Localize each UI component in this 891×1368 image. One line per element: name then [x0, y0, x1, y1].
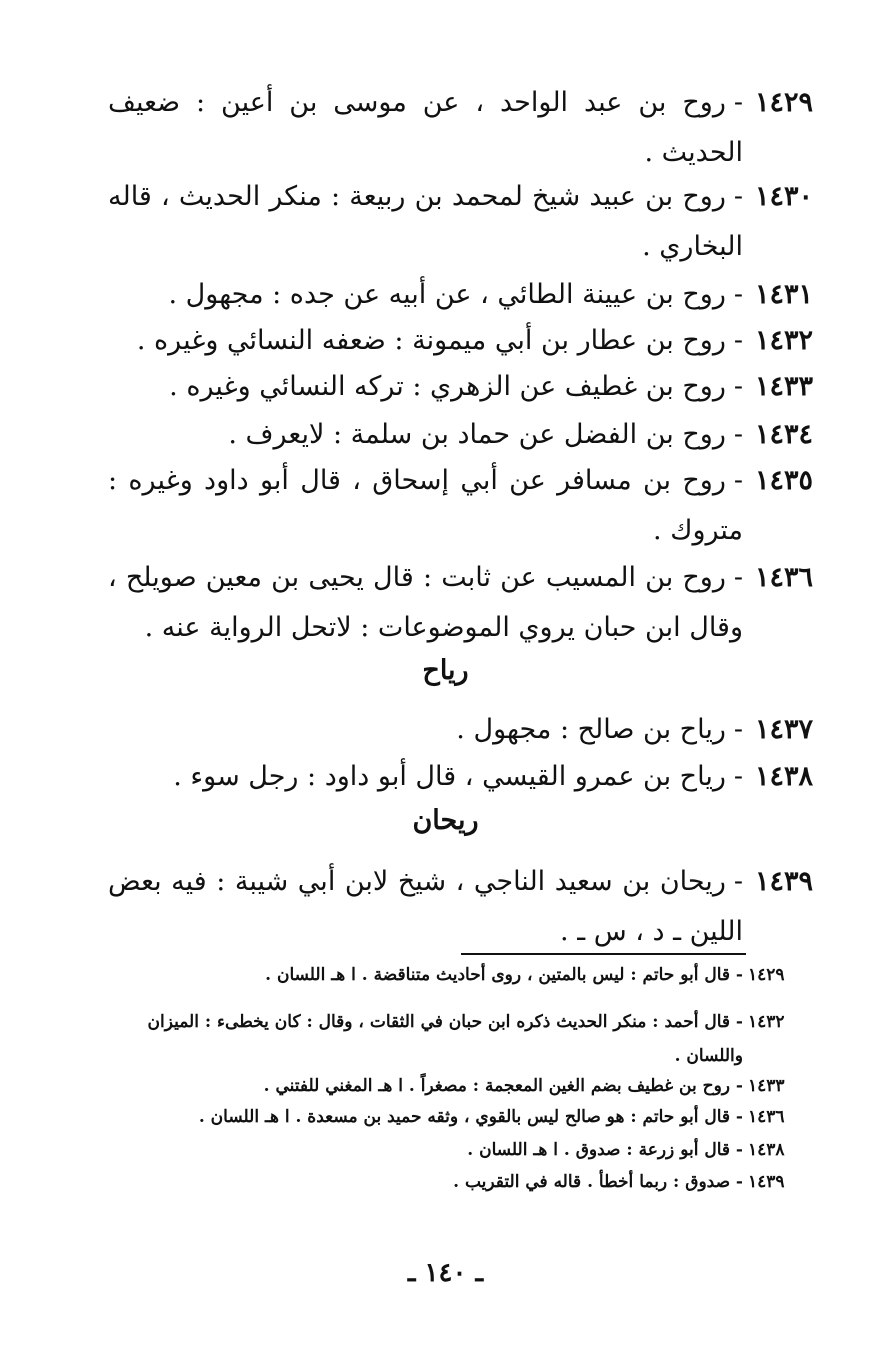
entry-number: ١٤٣١	[755, 279, 814, 310]
entry-text: روح بن غطيف عن الزهري : تركه النسائي وغيره .	[169, 371, 726, 402]
entry-1432: ١٤٣٢ -روح بن عطار بن أبي ميمونة : ضعفه النسائي وغيره .	[108, 316, 743, 366]
entry-text: روح بن عيينة الطائي ، عن أبيه عن جده : مجهول .	[168, 279, 726, 310]
footnote-number: ١٤٣٦	[748, 1107, 785, 1127]
entry-number: ١٤٣٠	[755, 181, 814, 212]
entry-number: ١٤٢٩	[755, 87, 814, 118]
footnote-1439: ١٤٣٩ - صدوق : ربما أخطأ . قاله في التقريب .	[100, 1165, 743, 1199]
footnote-text: قال أبو زرعة : صدوق . ا هـ اللسان .	[467, 1140, 731, 1160]
footnote-separator	[461, 953, 746, 955]
entry-1437: ١٤٣٧ -رياح بن صالح : مجهول .	[108, 705, 743, 755]
entry-text: روح بن عطار بن أبي ميمونة : ضعفه النسائي وغيره .	[136, 325, 726, 356]
footnote-text: روح بن غطيف بضم الغين المعجمة : مصغراً . ا هـ المغني للفتني .	[263, 1076, 731, 1096]
footnote-text: صدوق : ربما أخطأ . قاله في التقريب .	[453, 1172, 731, 1192]
entry-text: روح بن عبيد شيخ لمحمد بن ربيعة : منكر الحديث ، قاله البخاري .	[108, 181, 743, 262]
section-heading-rayhan: ريحان	[412, 805, 479, 836]
page-number: ـ ١٤٠ ـ	[407, 1258, 484, 1288]
footnote-number: ١٤٣٣	[748, 1076, 785, 1096]
footnote-number: ١٤٣٩	[748, 1172, 785, 1192]
entry-number: ١٤٣٦	[755, 562, 814, 593]
entry-1434: ١٤٣٤ -روح بن الفضل عن حماد بن سلمة : لايعرف .	[108, 410, 743, 460]
entry-number: ١٤٣٤	[755, 419, 814, 450]
entry-number: ١٤٣٩	[755, 866, 814, 897]
entry-number: ١٤٣٢	[755, 325, 814, 356]
footnote-1438: ١٤٣٨ - قال أبو زرعة : صدوق . ا هـ اللسان .	[100, 1133, 743, 1167]
entry-1429: ١٤٢٩ -روح بن عبد الواحد ، عن موسى بن أعين : ضعيف الحديث .	[108, 78, 743, 178]
footnote-1432: ١٤٣٢ - قال أحمد : منكر الحديث ذكره ابن حبان في الثقات ، وقال : كان يخطىء : الميزان واللسان .	[100, 1005, 743, 1073]
entry-text: روح بن عبد الواحد ، عن موسى بن أعين : ضعيف الحديث .	[108, 87, 743, 168]
entry-1436: ١٤٣٦ -روح بن المسيب عن ثابت : قال يحيى بن معين صويلح ، وقال ابن حبان يروي الموضوعات : لاتحل الرواية عنه .	[108, 553, 743, 653]
entry-number: ١٤٣٧	[755, 714, 814, 745]
footnote-number: ١٤٢٩	[748, 965, 785, 985]
entry-1431: ١٤٣١ -روح بن عيينة الطائي ، عن أبيه عن جده : مجهول .	[108, 270, 743, 320]
entry-text: روح بن المسيب عن ثابت : قال يحيى بن معين صويلح ، وقال ابن حبان يروي الموضوعات : لاتحل الرواية عنه .	[108, 562, 743, 643]
entry-1438: ١٤٣٨ -رياح بن عمرو القيسي ، قال أبو داود : رجل سوء .	[108, 752, 743, 802]
entry-1433: ١٤٣٣ -روح بن غطيف عن الزهري : تركه النسائي وغيره .	[108, 362, 743, 412]
footnote-number: ١٤٣٢	[748, 1012, 785, 1032]
footnote-1436: ١٤٣٦ - قال أبو حاتم : هو صالح ليس بالقوي ، وثقه حميد بن مسعدة . ا هـ اللسان .	[100, 1100, 743, 1134]
entry-text: روح بن مسافر عن أبي إسحاق ، قال أبو داود وغيره : متروك .	[108, 465, 743, 546]
entry-text: رياح بن صالح : مجهول .	[456, 714, 726, 745]
footnote-number: ١٤٣٨	[748, 1140, 785, 1160]
entry-number: ١٤٣٣	[755, 371, 814, 402]
footnote-text: قال أبو حاتم : ليس بالمتين ، روى أحاديث متناقضة . ا هـ اللسان .	[265, 965, 731, 985]
entry-1439: ١٤٣٩ -ريحان بن سعيد الناجي ، شيخ لابن أبي شيبة : فيه بعض اللين ـ د ، س ـ .	[108, 857, 743, 957]
entry-1430: ١٤٣٠ -روح بن عبيد شيخ لمحمد بن ربيعة : منكر الحديث ، قاله البخاري .	[108, 172, 743, 272]
footnote-text: قال أبو حاتم : هو صالح ليس بالقوي ، وثقه حميد بن مسعدة . ا هـ اللسان .	[198, 1107, 731, 1127]
entry-text: رياح بن عمرو القيسي ، قال أبو داود : رجل سوء .	[173, 761, 726, 792]
footnote-1433: ١٤٣٣ - روح بن غطيف بضم الغين المعجمة : مصغراً . ا هـ المغني للفتني .	[100, 1069, 743, 1103]
entry-text: روح بن الفضل عن حماد بن سلمة : لايعرف .	[228, 419, 726, 450]
section-heading-riyah: رياح	[422, 655, 469, 686]
entry-text: ريحان بن سعيد الناجي ، شيخ لابن أبي شيبة : فيه بعض اللين ـ د ، س ـ .	[108, 866, 743, 947]
footnote-text: قال أحمد : منكر الحديث ذكره ابن حبان في الثقات ، وقال : كان يخطىء : الميزان واللسان .	[147, 1012, 743, 1066]
entry-number: ١٤٣٥	[755, 465, 814, 496]
footnote-1429: ١٤٢٩ - قال أبو حاتم : ليس بالمتين ، روى أحاديث متناقضة . ا هـ اللسان .	[100, 958, 743, 992]
entry-1435: ١٤٣٥ -روح بن مسافر عن أبي إسحاق ، قال أبو داود وغيره : متروك .	[108, 456, 743, 556]
entry-number: ١٤٣٨	[755, 761, 814, 792]
